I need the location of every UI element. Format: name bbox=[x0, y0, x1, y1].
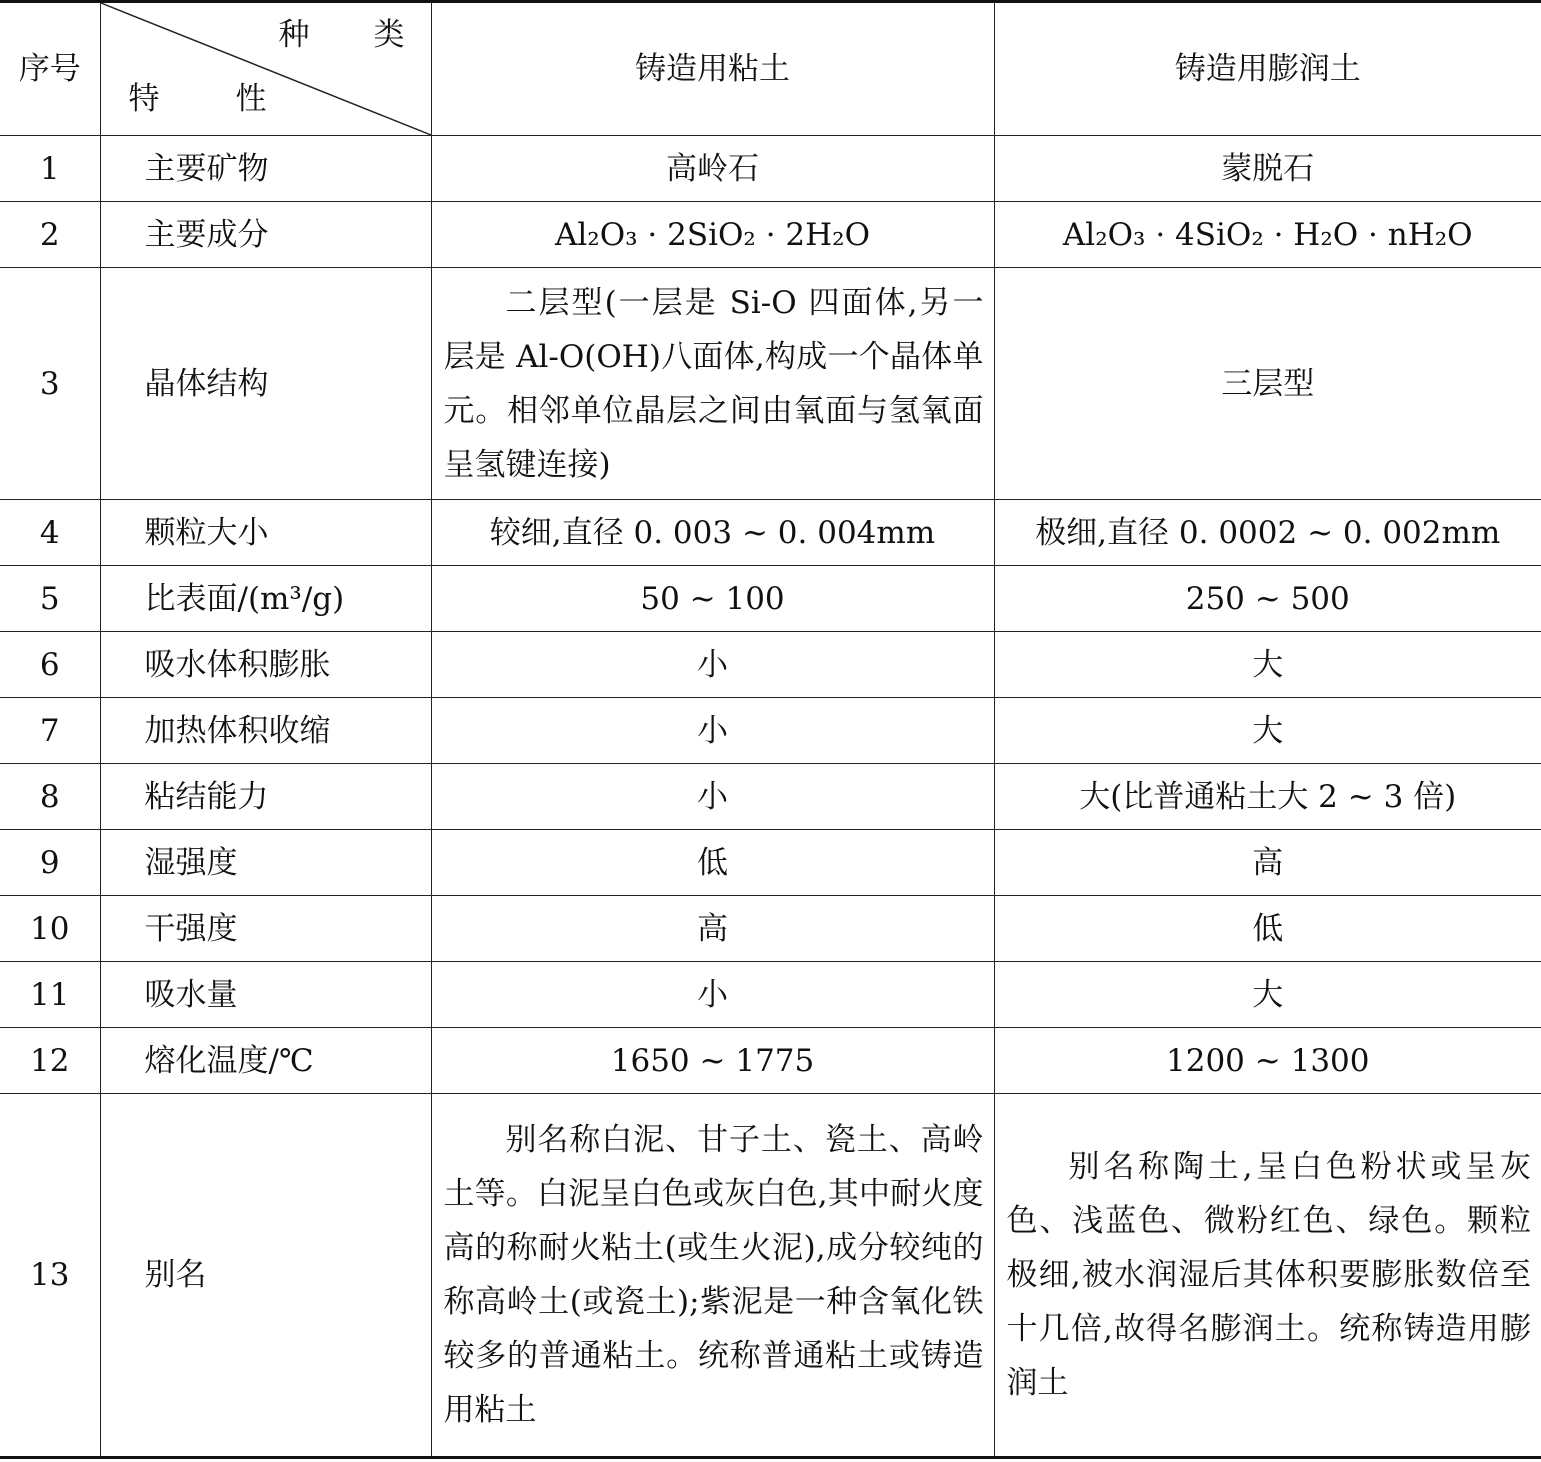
clay-value: 小 bbox=[431, 698, 994, 764]
clay-value: 50 ~ 100 bbox=[431, 566, 994, 632]
property-name: 湿强度 bbox=[100, 830, 431, 896]
header-row bbox=[0, 2, 1541, 136]
row-number: 4 bbox=[0, 500, 100, 566]
clay-paragraph: 别名称白泥、甘子土、瓷土、高岭土等。白泥呈白色或灰白色,其中耐火度高的称耐火粘土(或生火泥),成分较纯的称高岭土(或瓷土);紫泥是一种含氧化铁较多的普通粘土。统称普通粘土或铸造用粘土 bbox=[443, 1122, 984, 1428]
row-number: 6 bbox=[0, 632, 100, 698]
property-name: 加热体积收缩 bbox=[100, 698, 431, 764]
bentonite-value: 1200 ~ 1300 bbox=[994, 1028, 1541, 1094]
row-number: 8 bbox=[0, 764, 100, 830]
bentonite-value bbox=[994, 1094, 1541, 1458]
row-number: 12 bbox=[0, 1028, 100, 1094]
clay-value: 小 bbox=[431, 764, 994, 830]
table-row bbox=[0, 764, 1541, 830]
bentonite-value: 高 bbox=[994, 830, 1541, 896]
property-name: 粘结能力 bbox=[100, 764, 431, 830]
bentonite-value: 250 ~ 500 bbox=[994, 566, 1541, 632]
table-row bbox=[0, 1028, 1541, 1094]
bentonite-value: 三层型 bbox=[994, 268, 1541, 500]
property-name: 吸水量 bbox=[100, 962, 431, 1028]
row-number: 13 bbox=[0, 1094, 100, 1458]
table-row bbox=[0, 268, 1541, 500]
clay-value bbox=[431, 1094, 994, 1458]
clay-value: 小 bbox=[431, 632, 994, 698]
bentonite-value: 大(比普通粘土大 2 ~ 3 倍) bbox=[994, 764, 1541, 830]
row-number: 2 bbox=[0, 202, 100, 268]
clay-value: 高 bbox=[431, 896, 994, 962]
kind-label: 种类 bbox=[278, 17, 469, 53]
seq-header: 序号 bbox=[0, 2, 100, 136]
table-row bbox=[0, 698, 1541, 764]
bentonite-value: 大 bbox=[994, 698, 1541, 764]
property-name: 熔化温度/℃ bbox=[100, 1028, 431, 1094]
characteristic-label: 特性 bbox=[128, 81, 343, 117]
row-number: 7 bbox=[0, 698, 100, 764]
table-row bbox=[0, 566, 1541, 632]
property-name: 颗粒大小 bbox=[100, 500, 431, 566]
table-row bbox=[0, 1094, 1541, 1458]
property-name: 主要矿物 bbox=[100, 136, 431, 202]
property-name: 别名 bbox=[100, 1094, 431, 1458]
property-name: 干强度 bbox=[100, 896, 431, 962]
row-number: 1 bbox=[0, 136, 100, 202]
table-row bbox=[0, 830, 1541, 896]
bentonite-paragraph: 别名称陶土,呈白色粉状或呈灰色、浅蓝色、微粉红色、绿色。颗粒极细,被水润湿后其体积要膨胀数倍至十几倍,故得名膨润土。统称铸造用膨润土 bbox=[1006, 1149, 1531, 1401]
clay-value: Al₂O₃ · 2SiO₂ · 2H₂O bbox=[431, 202, 994, 268]
bentonite-value: 极细,直径 0. 0002 ~ 0. 002mm bbox=[994, 500, 1541, 566]
bentonite-value: 大 bbox=[994, 962, 1541, 1028]
property-name: 吸水体积膨胀 bbox=[100, 632, 431, 698]
clay-paragraph: 二层型(一层是 Si-O 四面体,另一层是 Al-O(OH)八面体,构成一个晶体单元。相邻单位晶层之间由氧面与氢氧面呈氢键连接) bbox=[443, 284, 984, 483]
row-number: 5 bbox=[0, 566, 100, 632]
property-name: 晶体结构 bbox=[100, 268, 431, 500]
clay-column-header: 铸造用粘土 bbox=[431, 2, 994, 136]
row-number: 3 bbox=[0, 268, 100, 500]
bentonite-value: 低 bbox=[994, 896, 1541, 962]
table-row bbox=[0, 632, 1541, 698]
row-number: 9 bbox=[0, 830, 100, 896]
bentonite-value: 大 bbox=[994, 632, 1541, 698]
clay-value: 1650 ~ 1775 bbox=[431, 1028, 994, 1094]
clay-value: 低 bbox=[431, 830, 994, 896]
clay-value: 较细,直径 0. 003 ~ 0. 004mm bbox=[431, 500, 994, 566]
row-number: 10 bbox=[0, 896, 100, 962]
diagonal-header bbox=[100, 2, 469, 136]
row-number: 11 bbox=[0, 962, 100, 1028]
table-row bbox=[0, 896, 1541, 962]
bentonite-value: Al₂O₃ · 4SiO₂ · H₂O · nH₂O bbox=[994, 202, 1541, 268]
clay-value: 高岭石 bbox=[431, 136, 994, 202]
bentonite-column-header: 铸造用膨润土 bbox=[994, 2, 1541, 136]
table-row bbox=[0, 962, 1541, 1028]
table-row bbox=[0, 500, 1541, 566]
table-row bbox=[0, 136, 1541, 202]
table-row bbox=[0, 202, 1541, 268]
property-name: 比表面/(m³/g) bbox=[100, 566, 431, 632]
clay-value bbox=[431, 268, 994, 500]
bentonite-value: 蒙脱石 bbox=[994, 136, 1541, 202]
property-name: 主要成分 bbox=[100, 202, 431, 268]
clay-value: 小 bbox=[431, 962, 994, 1028]
